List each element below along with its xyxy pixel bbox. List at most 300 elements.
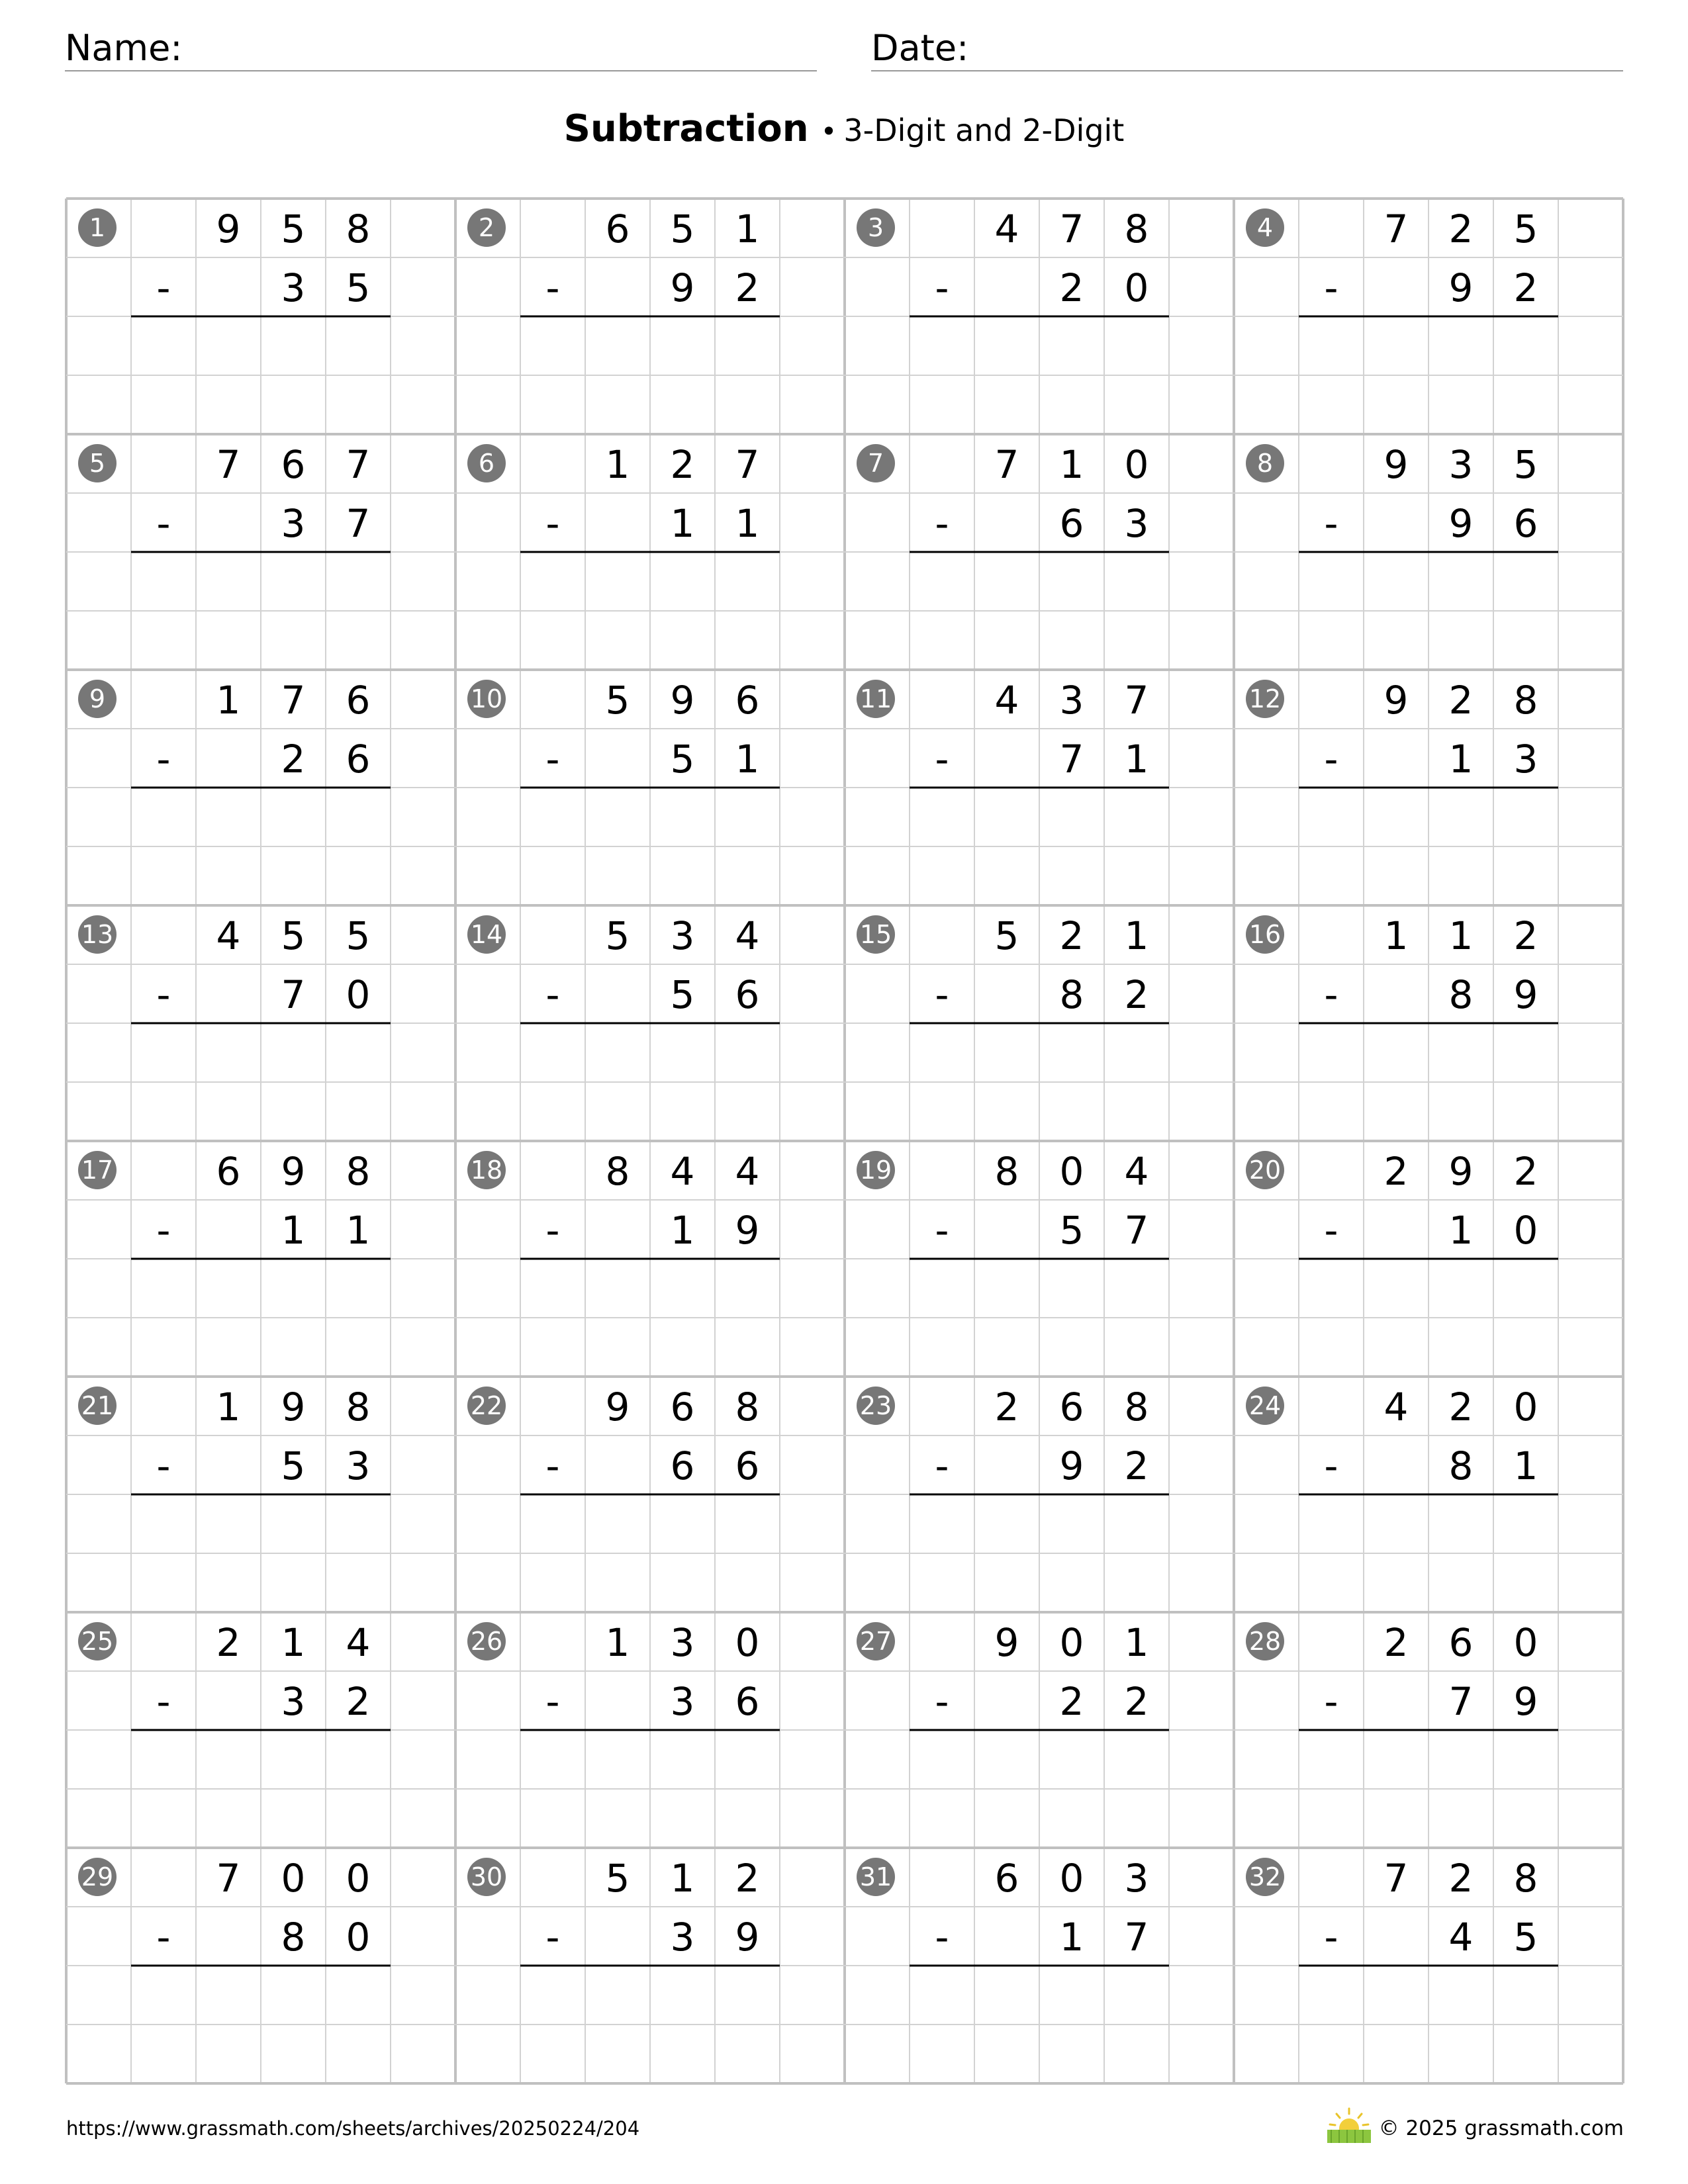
problem-number-badge (78, 915, 117, 954)
problem-number-badge (78, 444, 117, 482)
minuend-digit: 4 (216, 913, 241, 958)
subtrahend-digit: 1 (735, 737, 760, 782)
subtrahend-digit: 4 (1448, 1915, 1474, 1960)
minuend-digit: 5 (1513, 442, 1538, 487)
minuend-digit: 5 (281, 206, 306, 251)
problem (1246, 1856, 1558, 2081)
minuend-digit: 4 (1124, 1149, 1149, 1194)
answer-area[interactable] (1299, 1025, 1558, 1139)
title-separator: • (820, 115, 837, 148)
subtrahend-digit: 8 (1448, 972, 1474, 1017)
problem-number-badge (467, 1622, 506, 1661)
answer-area[interactable] (1299, 790, 1558, 903)
problem (78, 442, 391, 668)
minus-sign: - (1324, 737, 1338, 782)
answer-area[interactable] (131, 1732, 391, 1846)
subtrahend-digit: 5 (281, 1443, 306, 1488)
answer-area[interactable] (520, 1732, 780, 1846)
answer-area[interactable] (1299, 1968, 1558, 2081)
subtrahend-digit: 3 (670, 1679, 695, 1724)
minuend-digit: 2 (1513, 913, 1538, 958)
answer-area[interactable] (910, 318, 1169, 432)
subtrahend-digit: 2 (1059, 1679, 1084, 1724)
subtrahend-digit: 5 (1059, 1208, 1084, 1253)
problem-number: 24 (1248, 1391, 1282, 1420)
problem-number: 12 (1248, 684, 1282, 713)
problem-number-badge (78, 1622, 117, 1661)
minuend-digit: 6 (670, 1385, 695, 1430)
minuend-digit: 0 (1059, 1149, 1084, 1194)
problem (78, 1620, 391, 1846)
minuend-digit: 6 (1448, 1620, 1474, 1665)
subtrahend-digit: 2 (281, 737, 306, 782)
problem (857, 1385, 1169, 1610)
minus-sign: - (1324, 972, 1338, 1017)
minus-sign: - (935, 737, 949, 782)
minus-sign: - (545, 737, 560, 782)
minus-sign: - (935, 972, 949, 1017)
minuend-digit: 2 (670, 442, 695, 487)
minuend-digit: 0 (1513, 1620, 1538, 1665)
minuend-digit: 8 (1124, 206, 1149, 251)
minus-sign: - (545, 1679, 560, 1724)
problem-number: 18 (470, 1156, 503, 1185)
problem (467, 1620, 780, 1846)
problem-number: 1 (89, 213, 106, 242)
minuend-digit: 1 (1383, 913, 1409, 958)
answer-area[interactable] (520, 318, 780, 432)
problem-number: 11 (859, 684, 892, 713)
minuend-digit: 7 (994, 442, 1019, 487)
subtrahend-digit: 9 (1448, 265, 1474, 310)
problem-number: 16 (1248, 920, 1282, 949)
problem (78, 206, 391, 432)
subtrahend-digit: 7 (1059, 737, 1084, 782)
minuend-digit: 9 (994, 1620, 1019, 1665)
subtrahend-digit: 1 (1513, 1443, 1538, 1488)
answer-area[interactable] (520, 1496, 780, 1610)
subtrahend-digit: 9 (670, 265, 695, 310)
minuend-digit: 6 (216, 1149, 241, 1194)
minuend-digit: 4 (346, 1620, 371, 1665)
answer-area[interactable] (1299, 554, 1558, 668)
minuend-digit: 7 (216, 1856, 241, 1901)
problem-number-badge (1246, 1151, 1284, 1189)
subtrahend-digit: 2 (1059, 265, 1084, 310)
minus-sign: - (935, 1915, 949, 1960)
problem (1246, 1385, 1558, 1610)
minuend-digit: 2 (216, 1620, 241, 1665)
minus-sign: - (545, 1443, 560, 1488)
minuend-digit: 2 (1448, 678, 1474, 723)
subtrahend-digit: 0 (346, 1915, 371, 1960)
minuend-digit: 7 (346, 442, 371, 487)
problem (857, 1856, 1169, 2081)
problem (78, 1149, 391, 1375)
minuend-digit: 0 (735, 1620, 760, 1665)
subtrahend-digit: 2 (1513, 265, 1538, 310)
answer-area[interactable] (910, 790, 1169, 903)
problem (1246, 206, 1558, 432)
minuend-digit: 5 (670, 206, 695, 251)
subtrahend-digit: 2 (1124, 1443, 1149, 1488)
footer-copyright: © 2025 grassmath.com (1378, 2116, 1624, 2140)
answer-area[interactable] (131, 318, 391, 432)
answer-area[interactable] (131, 1261, 391, 1375)
problem-number-badge (857, 915, 895, 954)
answer-area[interactable] (910, 1496, 1169, 1610)
problem (1246, 678, 1558, 903)
problem-number: 21 (81, 1391, 114, 1420)
sun-over-grass-icon (1326, 2107, 1372, 2144)
subtrahend-digit: 6 (1513, 501, 1538, 546)
problem (467, 442, 780, 668)
subtrahend-digit: 9 (1513, 972, 1538, 1017)
problem-number: 25 (81, 1627, 114, 1656)
subtrahend-digit: 6 (670, 1443, 695, 1488)
answer-area[interactable] (131, 554, 391, 668)
minuend-digit: 1 (605, 1620, 630, 1665)
answer-area[interactable] (131, 790, 391, 903)
subtrahend-digit: 8 (281, 1915, 306, 1960)
minuend-digit: 3 (1124, 1856, 1149, 1901)
problem-number-badge (78, 1858, 117, 1896)
minuend-digit: 1 (216, 1385, 241, 1430)
subtrahend-digit: 9 (1448, 501, 1474, 546)
minuend-digit: 8 (1513, 678, 1538, 723)
subtrahend-digit: 2 (1124, 972, 1149, 1017)
problem-number: 19 (859, 1156, 892, 1185)
minuend-digit: 0 (1059, 1856, 1084, 1901)
minuend-digit: 1 (1448, 913, 1474, 958)
answer-area[interactable] (1299, 1261, 1558, 1375)
minuend-digit: 0 (346, 1856, 371, 1901)
minus-sign: - (1324, 1679, 1338, 1724)
minuend-digit: 1 (605, 442, 630, 487)
minuend-digit: 3 (670, 1620, 695, 1665)
minuend-digit: 9 (670, 678, 695, 723)
subtrahend-digit: 1 (1448, 737, 1474, 782)
problem-number: 30 (470, 1862, 503, 1891)
problem-number-badge (857, 1858, 895, 1896)
minus-sign: - (545, 1208, 560, 1253)
subtrahend-digit: 3 (670, 1915, 695, 1960)
problem-number: 8 (1256, 449, 1274, 478)
subtrahend-digit: 6 (1059, 501, 1084, 546)
minuend-digit: 7 (1383, 206, 1409, 251)
problem-number: 10 (470, 684, 503, 713)
subtrahend-digit: 9 (1513, 1679, 1538, 1724)
title-main: Subtraction (563, 107, 809, 150)
subtrahend-digit: 5 (1513, 1915, 1538, 1960)
subtrahend-digit: 5 (346, 265, 371, 310)
answer-area[interactable] (1299, 1496, 1558, 1610)
minuend-digit: 8 (346, 1149, 371, 1194)
problem-number: 2 (478, 213, 495, 242)
subtrahend-digit: 7 (1124, 1208, 1149, 1253)
subtrahend-digit: 2 (1124, 1679, 1149, 1724)
minus-sign: - (545, 501, 560, 546)
subtrahend-digit: 7 (1124, 1915, 1149, 1960)
problem (467, 913, 780, 1139)
minuend-digit: 9 (216, 206, 241, 251)
answer-area[interactable] (910, 1732, 1169, 1846)
minuend-digit: 9 (281, 1385, 306, 1430)
minuend-digit: 7 (216, 442, 241, 487)
subtrahend-digit: 7 (346, 501, 371, 546)
minus-sign: - (1324, 1915, 1338, 1960)
problem-number: 31 (859, 1862, 892, 1891)
minuend-digit: 3 (670, 913, 695, 958)
minuend-digit: 6 (605, 206, 630, 251)
problem (467, 678, 780, 903)
problem-number-badge (467, 1387, 506, 1425)
problem-number: 32 (1248, 1862, 1282, 1891)
problem (1246, 1149, 1558, 1375)
minuend-digit: 8 (346, 206, 371, 251)
answer-area[interactable] (131, 1968, 391, 2081)
minuend-digit: 3 (1059, 678, 1084, 723)
problem (467, 1385, 780, 1610)
minus-sign: - (1324, 501, 1338, 546)
minuend-digit: 0 (1513, 1385, 1538, 1430)
minuend-digit: 1 (1059, 442, 1084, 487)
problem-number: 28 (1248, 1627, 1282, 1656)
subtrahend-digit: 1 (281, 1208, 306, 1253)
problem-number-badge (467, 208, 506, 247)
minuend-digit: 8 (1124, 1385, 1149, 1430)
subtrahend-digit: 6 (735, 1443, 760, 1488)
problem-number-badge (1246, 915, 1284, 954)
minuend-digit: 7 (1383, 1856, 1409, 1901)
subtrahend-digit: 7 (281, 972, 306, 1017)
problem-number-badge (857, 1622, 895, 1661)
problem-number-badge (467, 915, 506, 954)
subtrahend-digit: 6 (735, 972, 760, 1017)
answer-area[interactable] (910, 1025, 1169, 1139)
minuend-digit: 8 (605, 1149, 630, 1194)
minuend-digit: 6 (281, 442, 306, 487)
problem (467, 1856, 780, 2081)
problem-number: 6 (478, 449, 495, 478)
problem-number: 9 (89, 684, 106, 713)
minuend-digit: 2 (1448, 206, 1474, 251)
problem (857, 1620, 1169, 1846)
problem-number-badge (1246, 1622, 1284, 1661)
subtrahend-digit: 1 (346, 1208, 371, 1253)
minuend-digit: 4 (1383, 1385, 1409, 1430)
problem-number-badge (467, 444, 506, 482)
subtrahend-digit: 3 (1513, 737, 1538, 782)
problem (78, 913, 391, 1139)
minus-sign: - (1324, 265, 1338, 310)
minus-sign: - (156, 265, 171, 310)
problem (1246, 1620, 1558, 1846)
minuend-digit: 4 (735, 913, 760, 958)
answer-area[interactable] (520, 1968, 780, 2081)
minuend-digit: 6 (346, 678, 371, 723)
minuend-digit: 0 (281, 1856, 306, 1901)
minuend-digit: 8 (735, 1385, 760, 1430)
subtrahend-digit: 1 (1059, 1915, 1084, 1960)
answer-area[interactable] (910, 1261, 1169, 1375)
subtrahend-digit: 5 (670, 972, 695, 1017)
minuend-digit: 1 (216, 678, 241, 723)
minus-sign: - (935, 1208, 949, 1253)
problem (857, 913, 1169, 1139)
minuend-digit: 0 (1124, 442, 1149, 487)
minuend-digit: 4 (994, 678, 1019, 723)
minuend-digit: 5 (346, 913, 371, 958)
minus-sign: - (156, 1915, 171, 1960)
minuend-digit: 1 (281, 1620, 306, 1665)
problem-number-badge (78, 680, 117, 718)
problem-number-badge (78, 208, 117, 247)
minuend-digit: 1 (670, 1856, 695, 1901)
minuend-digit: 5 (1513, 206, 1538, 251)
minuend-digit: 8 (994, 1149, 1019, 1194)
answer-area[interactable] (520, 790, 780, 903)
minuend-digit: 9 (1383, 442, 1409, 487)
problem-number: 27 (859, 1627, 892, 1656)
footer-url: https://www.grassmath.com/sheets/archives/20250224/204 (66, 2117, 640, 2140)
minuend-digit: 0 (1059, 1620, 1084, 1665)
problem (78, 1856, 391, 2081)
name-label: Name: (65, 27, 183, 69)
minuend-digit: 7 (1124, 678, 1149, 723)
minus-sign: - (156, 1679, 171, 1724)
minuend-digit: 9 (281, 1149, 306, 1194)
minus-sign: - (935, 501, 949, 546)
subtrahend-digit: 2 (346, 1679, 371, 1724)
answer-area[interactable] (910, 554, 1169, 668)
problem-number-badge (1246, 1387, 1284, 1425)
minuend-digit: 2 (1383, 1149, 1409, 1194)
subtrahend-digit: 3 (281, 1679, 306, 1724)
problem (78, 678, 391, 903)
minuend-digit: 2 (1059, 913, 1084, 958)
date-label: Date: (871, 27, 969, 69)
minuend-digit: 3 (1448, 442, 1474, 487)
minuend-digit: 2 (1383, 1620, 1409, 1665)
subtrahend-digit: 8 (1448, 1443, 1474, 1488)
subtrahend-digit: 3 (281, 265, 306, 310)
subtrahend-digit: 2 (735, 265, 760, 310)
minuend-digit: 1 (1124, 1620, 1149, 1665)
answer-area[interactable] (1299, 318, 1558, 432)
minuend-digit: 6 (994, 1856, 1019, 1901)
answer-area[interactable] (520, 1025, 780, 1139)
minuend-digit: 2 (1448, 1856, 1474, 1901)
problem (857, 1149, 1169, 1375)
subtrahend-digit: 0 (346, 972, 371, 1017)
subtrahend-digit: 3 (281, 501, 306, 546)
problem-number: 17 (81, 1156, 114, 1185)
problem-number-badge (1246, 444, 1284, 482)
minuend-digit: 5 (994, 913, 1019, 958)
minus-sign: - (935, 1443, 949, 1488)
minus-sign: - (156, 501, 171, 546)
subtrahend-digit: 8 (1059, 972, 1084, 1017)
problem-number: 3 (867, 213, 884, 242)
subtrahend-digit: 1 (735, 501, 760, 546)
minuend-digit: 5 (281, 913, 306, 958)
problem-number-badge (857, 1387, 895, 1425)
subtrahend-digit: 1 (1124, 737, 1149, 782)
answer-area[interactable] (910, 1968, 1169, 2081)
minus-sign: - (156, 1208, 171, 1253)
minus-sign: - (156, 972, 171, 1017)
problem-number-badge (857, 444, 895, 482)
problem-number-badge (1246, 208, 1284, 247)
problem (467, 206, 780, 432)
problem-number: 23 (859, 1391, 892, 1420)
title-subtitle: 3-Digit and 2-Digit (843, 113, 1125, 148)
subtrahend-digit: 0 (1124, 265, 1149, 310)
subtrahend-digit: 6 (735, 1679, 760, 1724)
problem-number-badge (78, 1151, 117, 1189)
subtrahend-digit: 6 (346, 737, 371, 782)
problem-number: 4 (1256, 213, 1274, 242)
subtrahend-digit: 3 (1124, 501, 1149, 546)
minuend-digit: 2 (1513, 1149, 1538, 1194)
problem-number: 22 (470, 1391, 503, 1420)
minuend-digit: 1 (1124, 913, 1149, 958)
answer-area[interactable] (131, 1025, 391, 1139)
problem-number-badge (857, 680, 895, 718)
minuend-digit: 6 (1059, 1385, 1084, 1430)
problem-number: 7 (867, 449, 884, 478)
problem-number-badge (78, 1387, 117, 1425)
problem (1246, 442, 1558, 668)
minuend-digit: 5 (605, 678, 630, 723)
answer-area[interactable] (1299, 1732, 1558, 1846)
minuend-digit: 7 (735, 442, 760, 487)
minuend-digit: 8 (1513, 1856, 1538, 1901)
problem-number-badge (1246, 1858, 1284, 1896)
minuend-digit: 4 (994, 206, 1019, 251)
problem-number-badge (857, 1151, 895, 1189)
minus-sign: - (156, 1443, 171, 1488)
subtrahend-digit: 1 (670, 1208, 695, 1253)
subtrahend-digit: 3 (346, 1443, 371, 1488)
answer-area[interactable] (520, 1261, 780, 1375)
minuend-digit: 7 (281, 678, 306, 723)
problem-number: 26 (470, 1627, 503, 1656)
answer-area[interactable] (520, 554, 780, 668)
problem (467, 1149, 780, 1375)
subtrahend-digit: 5 (670, 737, 695, 782)
problem (1246, 913, 1558, 1139)
minuend-digit: 7 (1059, 206, 1084, 251)
minus-sign: - (156, 737, 171, 782)
problem (78, 1385, 391, 1610)
subtrahend-digit: 9 (1059, 1443, 1084, 1488)
problem-number-badge (467, 1151, 506, 1189)
problem (857, 678, 1169, 903)
problem-number: 20 (1248, 1156, 1282, 1185)
minuend-digit: 8 (346, 1385, 371, 1430)
minuend-digit: 2 (735, 1856, 760, 1901)
minuend-digit: 2 (1448, 1385, 1474, 1430)
problem-number-badge (467, 1858, 506, 1896)
problem-number-badge (857, 208, 895, 247)
minus-sign: - (935, 265, 949, 310)
problem-number: 13 (81, 920, 114, 949)
minuend-digit: 5 (605, 1856, 630, 1901)
answer-area[interactable] (131, 1496, 391, 1610)
minuend-digit: 4 (670, 1149, 695, 1194)
